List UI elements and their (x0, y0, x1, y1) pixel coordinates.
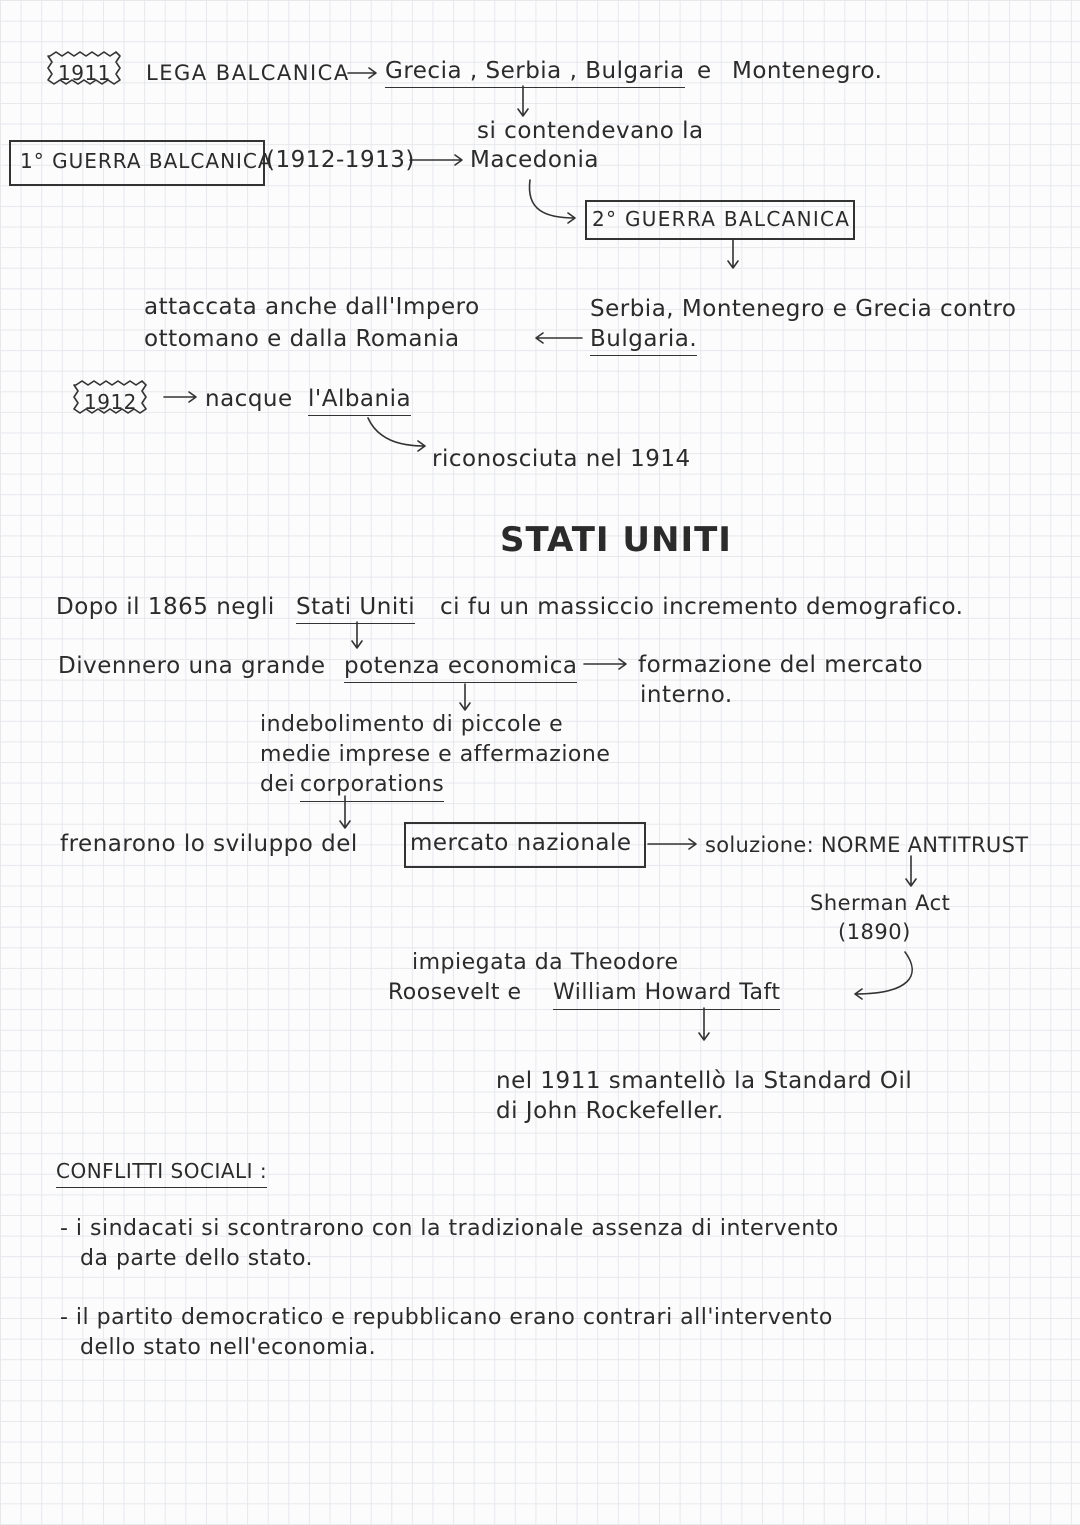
lega-balcanica-label: LEGA BALCANICA (146, 61, 350, 85)
second-war-label: 2° GUERRA BALCANICA (592, 207, 851, 231)
formazione-line1: formazione del mercato (638, 652, 924, 678)
conflitti-heading: CONFLITTI SOCIALI : (56, 1156, 267, 1188)
mercato-nazionale-text: mercato nazionale (410, 830, 632, 856)
dopo-b: Stati Uniti (296, 592, 415, 624)
attaccata-line1: attaccata anche dall'Impero (144, 294, 480, 320)
lega-members: Grecia , Serbia , Bulgaria (385, 56, 685, 88)
smantello-line2: di John Rockefeller. (496, 1098, 724, 1124)
conflitti-item1-line2: da parte dello stato. (80, 1246, 314, 1271)
indebolimento-line3-b: corporations (300, 770, 444, 802)
contendevano-line1: si contendevano la (477, 118, 704, 144)
soluzione-text: soluzione: NORME ANTITRUST (705, 833, 1029, 857)
divennero-a: Divennero una grande (58, 653, 326, 679)
conflitti-item1-line1: - i sindacati si scontrarono con la tradizionale assenza di intervento (60, 1216, 839, 1241)
lega-and: e (697, 58, 712, 84)
albania-text: l'Albania (308, 384, 411, 416)
impiegata-line2-a: Roosevelt e (388, 980, 522, 1005)
divennero-b: potenza economica (344, 651, 577, 683)
attaccata-line2: ottomano e dalla Romania (144, 326, 460, 352)
sherman-line1: Sherman Act (810, 891, 951, 915)
indebolimento-line3-a: dei (260, 772, 296, 797)
formazione-line2: interno. (640, 682, 733, 708)
first-war-dates: (1912-1913) (266, 147, 415, 173)
impiegata-line2-b: William Howard Taft (553, 978, 780, 1010)
year-1911: 1911 (58, 61, 111, 85)
section-title-usa: STATI UNITI (500, 520, 732, 560)
year-1912: 1912 (84, 390, 137, 414)
dopo-c: ci fu un massiccio incremento demografico. (440, 594, 964, 620)
riconosciuta-text: riconosciuta nel 1914 (432, 446, 691, 472)
conflitti-item2-line1: - il partito democratico e repubblicano erano contrari all'intervento (60, 1305, 833, 1330)
impiegata-line1: impiegata da Theodore (412, 950, 679, 975)
indebolimento-line2: medie imprese e affermazione (260, 742, 611, 767)
second-war-line1: Serbia, Montenegro e Grecia contro (590, 296, 1017, 322)
nacque-text: nacque (205, 386, 293, 412)
frenarono-text: frenarono lo sviluppo del (60, 831, 358, 857)
conflitti-item2-line2: dello stato nell'economia. (80, 1335, 377, 1360)
indebolimento-line1: indebolimento di piccole e (260, 712, 564, 737)
dopo-a: Dopo il 1865 negli (56, 594, 275, 620)
contendevano-line2: Macedonia (470, 147, 599, 173)
lega-montenegro: Montenegro. (732, 58, 883, 84)
first-war-label: 1° GUERRA BALCANICA (20, 149, 273, 173)
sherman-line2: (1890) (838, 920, 911, 944)
smantello-line1: nel 1911 smantellò la Standard Oil (496, 1068, 913, 1094)
second-war-line2: Bulgaria. (590, 324, 697, 356)
